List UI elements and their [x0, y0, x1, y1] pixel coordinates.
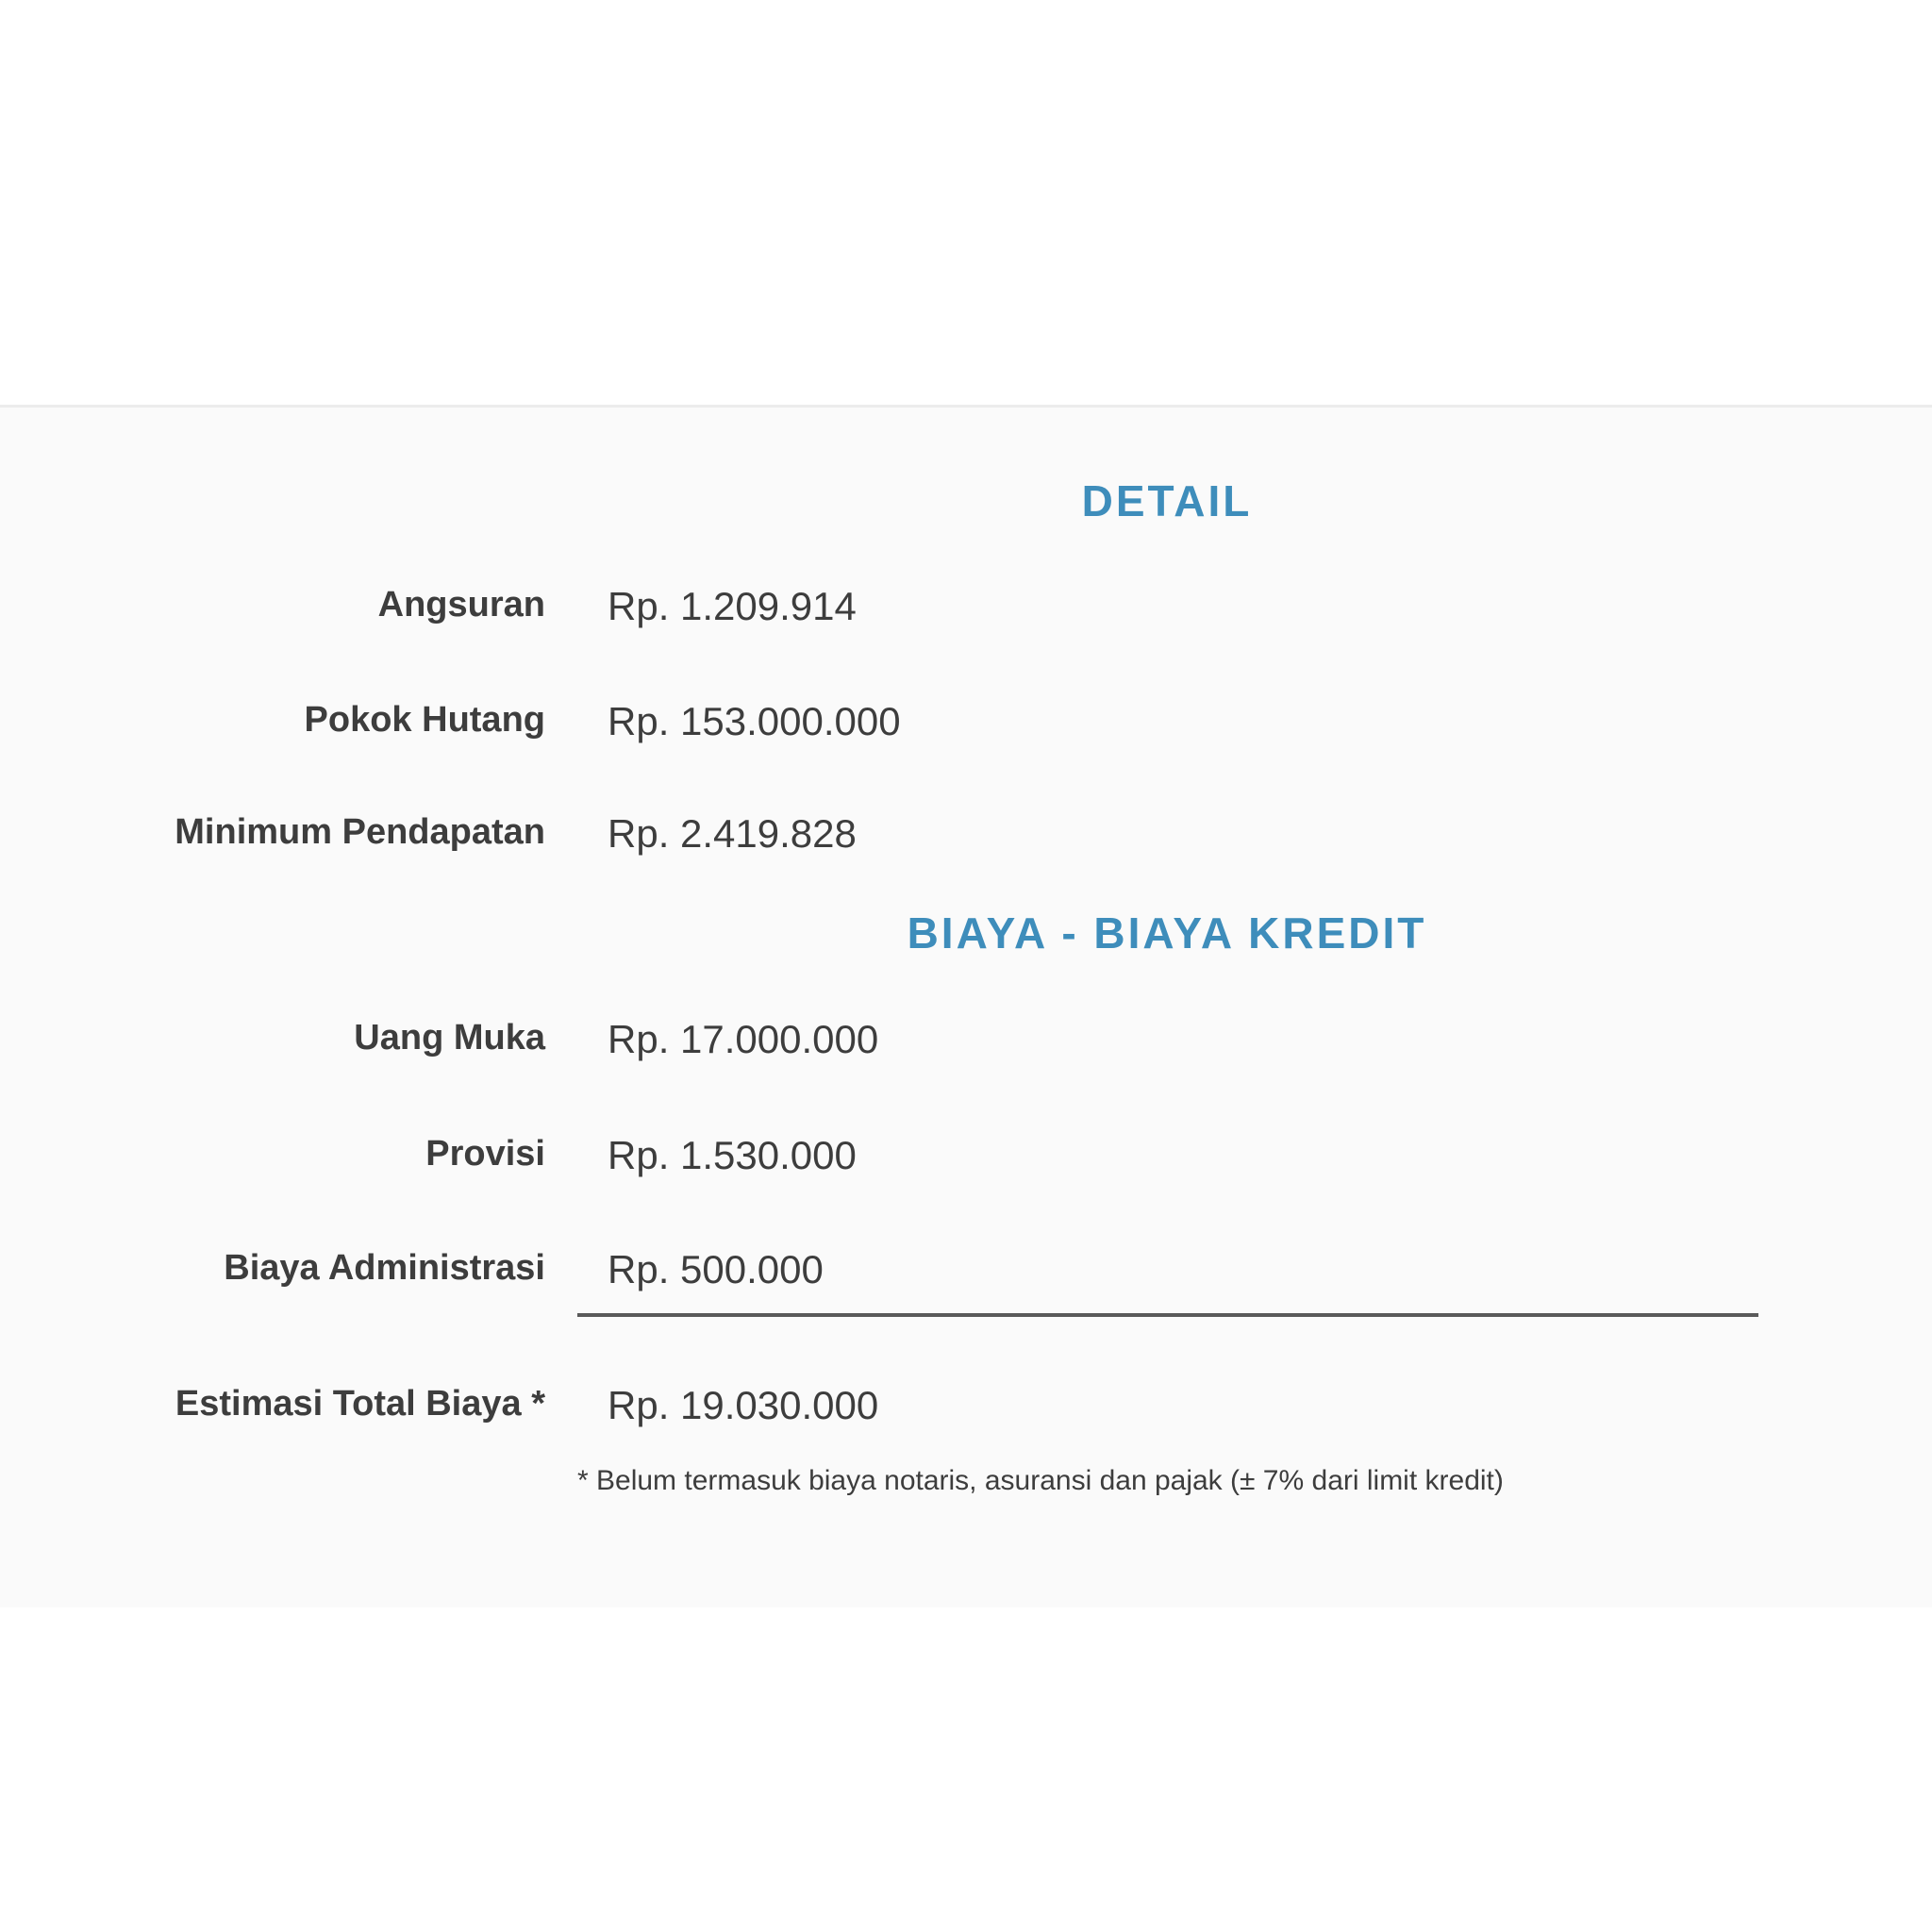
- fees-section-title: BIAYA - BIAYA KREDIT: [907, 908, 1427, 958]
- angsuran-label: Angsuran: [377, 585, 545, 625]
- footnote: * Belum termasuk biaya notaris, asuransi dan pajak (± 7% dari limit kredit): [577, 1465, 1504, 1496]
- provisi-label: Provisi: [425, 1134, 545, 1174]
- total-divider: [577, 1313, 1758, 1317]
- biaya-administrasi-label: Biaya Administrasi: [224, 1248, 545, 1288]
- pokok-hutang-label: Pokok Hutang: [304, 700, 545, 740]
- estimasi-total-label: Estimasi Total Biaya *: [175, 1384, 545, 1424]
- pokok-hutang-value: Rp. 153.000.000: [608, 699, 901, 743]
- estimasi-total-value: Rp. 19.030.000: [608, 1383, 879, 1427]
- credit-summary-panel: [0, 405, 1932, 1607]
- uang-muka-value: Rp. 17.000.000: [608, 1017, 879, 1061]
- provisi-value: Rp. 1.530.000: [608, 1133, 857, 1177]
- biaya-administrasi-value: Rp. 500.000: [608, 1247, 824, 1291]
- detail-section-title: DETAIL: [1081, 476, 1253, 525]
- uang-muka-label: Uang Muka: [354, 1018, 545, 1058]
- minimum-pendapatan-label: Minimum Pendapatan: [175, 812, 545, 852]
- minimum-pendapatan-value: Rp. 2.419.828: [608, 811, 857, 856]
- angsuran-value: Rp. 1.209.914: [608, 584, 857, 628]
